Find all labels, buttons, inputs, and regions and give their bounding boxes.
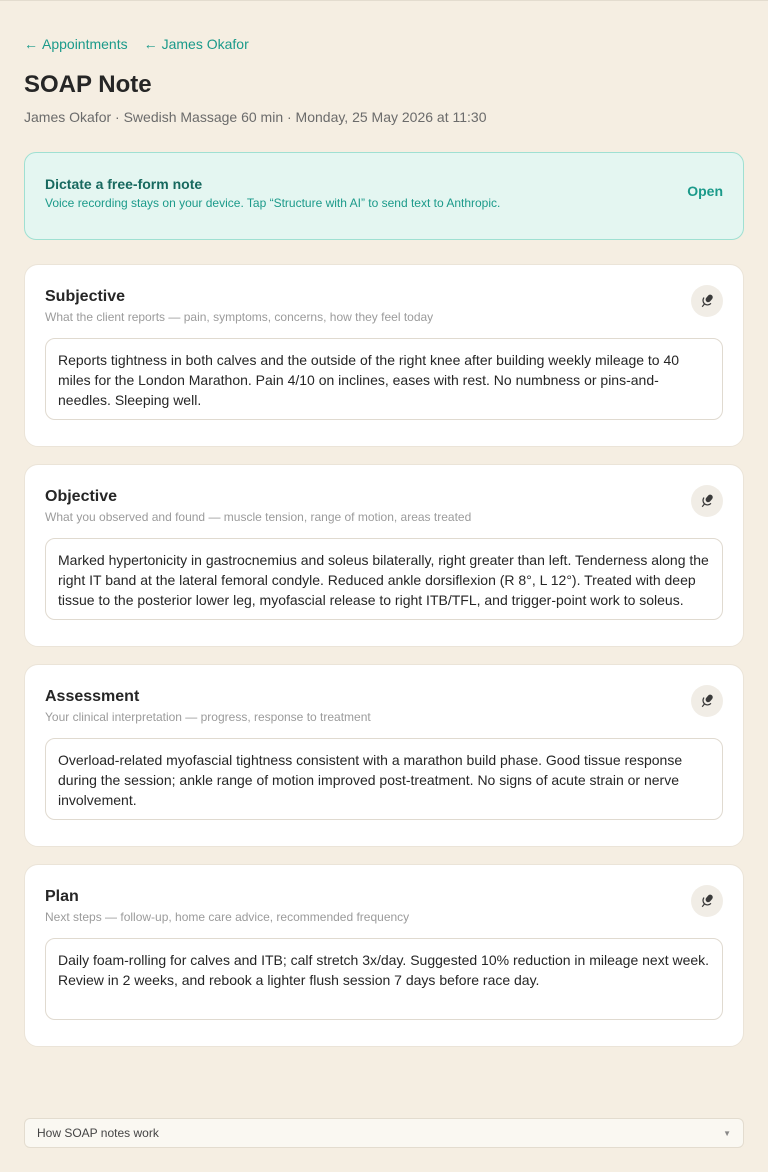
objective-textarea[interactable]: Marked hypertonicity in gastrocnemius and soleus bilaterally, right greater than left. Tenderness along the right IT band at the lateral femoral condyle. Reduced ankle dorsiflexion (R 8°, L 12°). Treated with deep tissue to the posterior lower leg, myofascial release to right ITB/TFL, and trigger-point work to soleus. [45,538,723,620]
section-hint: What the client reports — pain, symptoms, concerns, how they feel today [45,310,434,324]
microphone-icon [698,892,716,910]
arrow-left-icon: ← [143,35,158,52]
back-to-client-link[interactable] [144,26,249,61]
microphone-icon [698,692,716,710]
page-title: SOAP Note [24,71,152,98]
microphone-icon [698,292,716,310]
subjective-mic-button[interactable] [691,285,723,317]
section-hint: Next steps — follow-up, home care advice, recommended frequency [45,910,410,924]
section-title: Assessment [45,688,140,705]
assessment-card [24,664,744,847]
soap-help-label: How SOAP notes work [37,1126,159,1140]
dictate-description: Voice recording stays on your device. Tap “Structure with AI” to send text to Anthropic. [45,196,501,210]
objective-mic-button[interactable] [691,485,723,517]
microphone-icon [698,492,716,510]
chevron-down-icon: ▼ [723,1128,731,1138]
page-subtitle: James Okafor · Swedish Massage 60 min · Monday, 25 May 2026 at 11:30 [24,109,487,125]
section-title: Plan [45,888,79,905]
dictate-title: Dictate a free-form note [45,176,203,192]
section-title: Subjective [45,288,126,305]
section-hint: Your clinical interpretation — progress, response to treatment [45,710,371,724]
breadcrumb-label: James Okafor [161,35,249,52]
plan-mic-button[interactable] [691,885,723,917]
subjective-textarea[interactable]: Reports tightness in both calves and the outside of the right knee after building weekly mileage to 40 miles for the London Marathon. Pain 4/10 on inclines, eases with rest. No numbness or pins-and-needles. Sleeping well. [45,338,723,420]
dictate-card [24,152,744,240]
assessment-mic-button[interactable] [691,685,723,717]
arrow-left-icon: ← [24,35,38,52]
plan-textarea[interactable]: Daily foam-rolling for calves and ITB; calf stretch 3x/day. Suggested 10% reduction in mileage next week. Review in 2 weeks, and rebook a lighter flush session 7 days before race day. [45,938,723,1020]
section-title: Objective [45,488,118,505]
objective-card [24,464,744,647]
soap-help-select[interactable] [24,1118,744,1148]
back-to-appointments-link[interactable] [24,26,128,61]
breadcrumb-label: Appointments [42,35,128,52]
assessment-textarea[interactable]: Overload-related myofascial tightness consistent with a marathon build phase. Good tissue response during the session; ankle range of motion improved post-treatment. No signs of acute strain or nerve involvement. [45,738,723,820]
subjective-card [24,264,744,447]
section-hint: What you observed and found — muscle tension, range of motion, areas treated [45,510,472,524]
plan-card [24,864,744,1047]
breadcrumb [24,1,744,61]
open-dictation-button[interactable]: Open [687,183,723,199]
